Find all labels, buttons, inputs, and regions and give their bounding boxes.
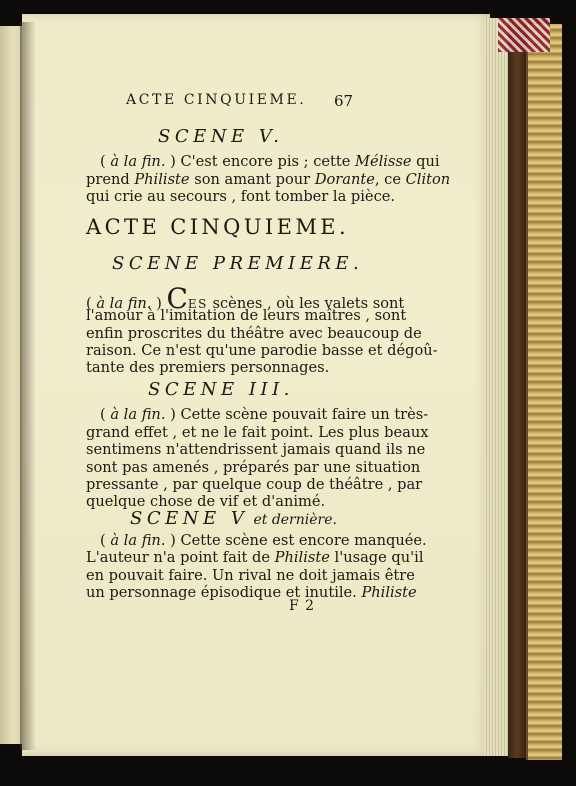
scene-premiere-line-3: enfin proscrites du théâtre avec beaucoup de — [86, 325, 422, 342]
act-title: ACTE CINQUIEME. — [86, 215, 350, 239]
scene-v-line-2: prend Philiste son amant pour Dorante, ce Cliton — [86, 171, 451, 188]
scene-premiere-line-5: tante des premiers personnages. — [86, 359, 330, 376]
gilt-fore-edge — [526, 24, 562, 760]
scene-premiere-line-1: ( à la fin. ) CES scènes , où les valets sont — [86, 282, 405, 315]
scene-v-derniere-line-3: en pouvait faire. Un rival ne doit jamais être — [86, 567, 415, 584]
scene-premiere-line-2: l'amour à l'imitation de leurs maîtres , sont — [86, 307, 407, 324]
headband — [498, 18, 550, 52]
scene-iii-line-2: grand effet , et ne le fait point. Les plus beaux — [86, 424, 429, 441]
scene-premiere-line-4: raison. Ce n'est qu'une parodie basse et dégoû- — [86, 342, 438, 359]
scene-premiere-heading: SCENE PREMIERE. — [112, 253, 364, 274]
scene-v-line-1: ( à la fin. ) C'est encore pis ; cette Mélisse qui — [100, 153, 440, 170]
gutter-shadow — [20, 22, 36, 750]
scene-v-line-3: qui crie au secours , font tomber la pièce. — [86, 188, 396, 205]
scene-iii-heading: SCENE III. — [148, 379, 294, 400]
drop-cap: C — [166, 282, 188, 315]
signature-mark: F 2 — [289, 598, 316, 614]
scene-v-derniere-line-4: un personnage épisodique et inutile. Philiste — [86, 584, 417, 601]
scene-iii-line-5: pressante , par quelque coup de théâtre , par — [86, 476, 423, 493]
scene-v-derniere-heading: SCENE V et dernière. — [130, 508, 337, 529]
scene-iii-line-6: quelque chose de vif et d'animé. — [86, 493, 326, 510]
scene-iii-line-1: ( à la fin. ) Cette scène pouvait faire un très- — [100, 406, 429, 423]
page-block-edges — [484, 18, 510, 756]
scene-v-heading: SCENE V. — [158, 126, 284, 147]
scene-iii-line-4: sont pas amenés , préparés par une situation — [86, 459, 421, 476]
scene-v-derniere-line-2: L'auteur n'a point fait de Philiste l'usage qu'il — [86, 549, 424, 566]
page-number: 67 — [334, 92, 354, 110]
running-head: ACTE CINQUIEME. — [126, 92, 307, 108]
scene-iii-line-3: sentimens n'attendrissent jamais quand ils ne — [86, 441, 426, 458]
scene-v-derniere-line-1: ( à la fin. ) Cette scène est encore manquée. — [100, 532, 427, 549]
